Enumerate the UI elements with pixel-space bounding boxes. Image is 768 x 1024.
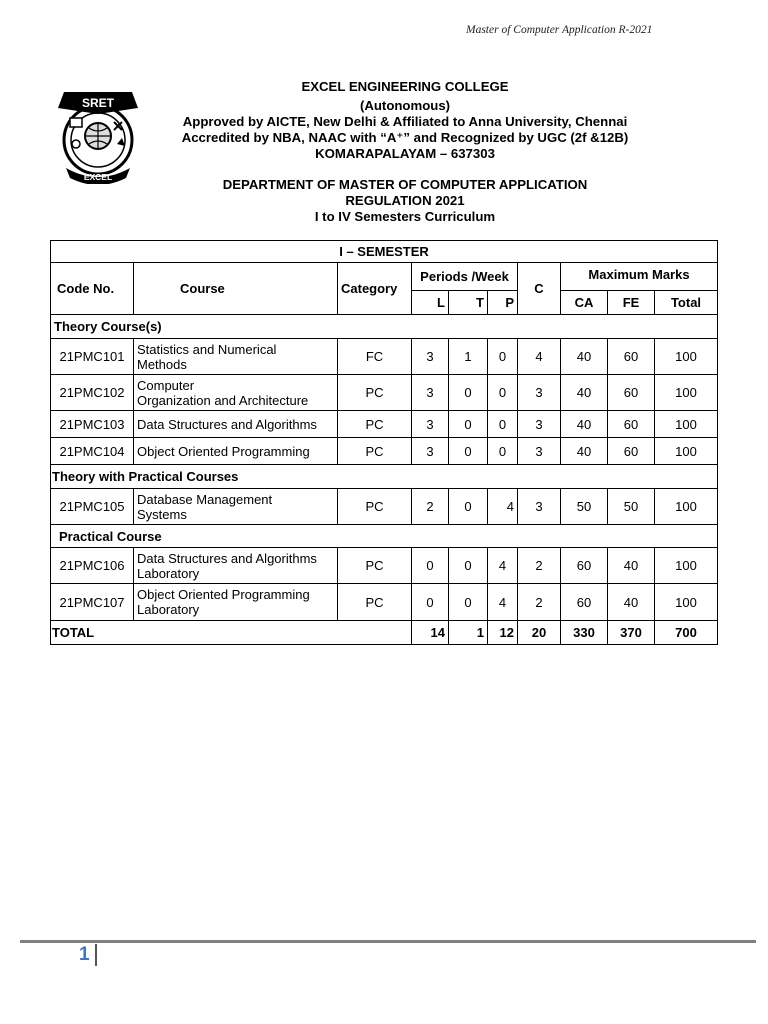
course-title-line1: Statistics and Numerical: [137, 341, 277, 357]
lecture: 2: [412, 489, 449, 525]
tutorial: 0: [449, 375, 488, 411]
table-row: [51, 411, 718, 438]
table-row: [51, 548, 718, 584]
table-row: [51, 438, 718, 465]
course-code: 21PMC106: [51, 548, 134, 584]
tutorial: 1: [449, 339, 488, 375]
ca-marks: 40: [561, 411, 608, 438]
total-marks: 100: [655, 411, 718, 438]
ca-marks: 40: [561, 438, 608, 465]
header-category: Category: [338, 263, 412, 315]
course-code: 21PMC101: [51, 339, 134, 375]
total-row: [51, 621, 718, 645]
total-marks: 100: [655, 339, 718, 375]
category: PC: [338, 411, 412, 438]
header-p: P: [488, 291, 518, 315]
course-title: [134, 584, 338, 621]
lecture: 3: [412, 411, 449, 438]
header-total: Total: [655, 291, 718, 315]
total-tutorial: 1: [449, 621, 488, 645]
total-marks: 100: [655, 584, 718, 621]
course-title: Data Structures and Algorithms: [134, 411, 338, 438]
total-credits: 20: [518, 621, 561, 645]
section-row: [51, 315, 718, 339]
total-marks-sum: 700: [655, 621, 718, 645]
course-title-line2: Laboratory: [137, 602, 200, 617]
running-head: Master of Computer Application R-2021: [466, 24, 653, 36]
semester-title: I – SEMESTER: [51, 241, 718, 263]
total-marks: 100: [655, 489, 718, 525]
fe-marks: 60: [608, 411, 655, 438]
department-title: DEPARTMENT OF MASTER OF COMPUTER APPLICATION: [222, 177, 588, 192]
practical: 0: [488, 411, 518, 438]
header-t: T: [449, 291, 488, 315]
college-name: EXCEL ENGINEERING COLLEGE: [301, 79, 509, 94]
logo-bottom-text: EXCEL: [83, 172, 113, 182]
college-logo: [52, 88, 144, 184]
category: PC: [338, 548, 412, 584]
course-title: [134, 375, 338, 411]
total-marks: 100: [655, 375, 718, 411]
tutorial: 0: [449, 584, 488, 621]
ca-marks: 40: [561, 339, 608, 375]
course-title-line2: Laboratory: [137, 565, 200, 581]
fe-marks: 60: [608, 375, 655, 411]
approval-line: Approved by AICTE, New Delhi & Affiliated to Anna University, Chennai: [182, 114, 628, 129]
curriculum-title: I to IV Semesters Curriculum: [314, 209, 496, 224]
header-l: L: [412, 291, 449, 315]
lecture: 3: [412, 375, 449, 411]
course-title: [134, 548, 338, 584]
section-row: [51, 465, 718, 489]
course-title: [134, 339, 338, 375]
fe-marks: 40: [608, 548, 655, 584]
total-lecture: 14: [412, 621, 449, 645]
course-title: Object Oriented Programming: [134, 438, 338, 465]
course-code: 21PMC104: [51, 438, 134, 465]
page-number-bar: [95, 944, 97, 966]
credits: 2: [518, 548, 561, 584]
section-theory-practical: Theory with Practical Courses: [51, 465, 718, 489]
tutorial: 0: [449, 548, 488, 584]
header-code: Code No.: [51, 263, 134, 315]
category: PC: [338, 375, 412, 411]
credits: 2: [518, 584, 561, 621]
fe-marks: 60: [608, 339, 655, 375]
fe-marks: 50: [608, 489, 655, 525]
header-max-marks: Maximum Marks: [561, 263, 718, 291]
course-title-line2: Organization and Architecture: [137, 392, 309, 408]
lecture: 0: [412, 548, 449, 584]
header-periods: Periods /Week: [412, 263, 518, 291]
table-row: [51, 584, 718, 621]
fe-marks: 40: [608, 584, 655, 621]
practical: 4: [488, 548, 518, 584]
practical: 0: [488, 339, 518, 375]
ca-marks: 60: [561, 584, 608, 621]
lecture: 3: [412, 339, 449, 375]
lecture: 3: [412, 438, 449, 465]
total-practical: 12: [488, 621, 518, 645]
section-practical: Practical Course: [51, 525, 718, 548]
course-code: 21PMC103: [51, 411, 134, 438]
total-fe: 370: [608, 621, 655, 645]
table-row: [51, 489, 718, 525]
practical: 0: [488, 438, 518, 465]
curriculum-table: [50, 240, 718, 645]
table-row: [51, 339, 718, 375]
course-code: 21PMC105: [51, 489, 134, 525]
ca-marks: 50: [561, 489, 608, 525]
place-line: KOMARAPALAYAM – 637303: [315, 146, 495, 161]
header-ca: CA: [561, 291, 608, 315]
credits: 4: [518, 339, 561, 375]
course-title-line2: Systems: [137, 506, 187, 522]
category: FC: [338, 339, 412, 375]
total-marks: 100: [655, 548, 718, 584]
accreditation-line: Accredited by NBA, NAAC with “A⁺” and Recognized by UGC (2f &12B): [181, 130, 629, 145]
credits: 3: [518, 489, 561, 525]
logo-top-text: SRET: [81, 96, 115, 110]
category: PC: [338, 584, 412, 621]
table-row: [51, 375, 718, 411]
header-fe: FE: [608, 291, 655, 315]
fe-marks: 60: [608, 438, 655, 465]
course-code: 21PMC102: [51, 375, 134, 411]
course-title-line1: Data Structures and Algorithms: [137, 550, 317, 566]
tutorial: 0: [449, 438, 488, 465]
autonomous-label: (Autonomous): [359, 98, 451, 113]
course-title: [134, 489, 338, 525]
ca-marks: 60: [561, 548, 608, 584]
tutorial: 0: [449, 411, 488, 438]
practical: 0: [488, 375, 518, 411]
credits: 3: [518, 438, 561, 465]
semester-row: [51, 241, 718, 263]
ca-marks: 40: [561, 375, 608, 411]
total-marks: 100: [655, 438, 718, 465]
course-code: 21PMC107: [51, 584, 134, 621]
section-row: [51, 525, 718, 548]
header-course: Course: [134, 263, 338, 315]
regulation-title: REGULATION 2021: [345, 193, 465, 208]
credits: 3: [518, 375, 561, 411]
page-number: 1: [79, 944, 90, 965]
total-ca: 330: [561, 621, 608, 645]
course-title-line2: Methods: [137, 356, 187, 372]
total-label: TOTAL: [51, 621, 412, 645]
practical: 4: [488, 489, 518, 525]
lecture: 0: [412, 584, 449, 621]
header-credits: C: [518, 263, 561, 315]
header-row-1: [51, 263, 718, 291]
course-title-line1: Database Management: [137, 491, 273, 507]
course-title-line1: Computer: [137, 377, 195, 393]
course-title-line1: Object Oriented Programming: [137, 587, 310, 602]
tutorial: 0: [449, 489, 488, 525]
footer-divider: [20, 940, 756, 943]
category: PC: [338, 438, 412, 465]
category: PC: [338, 489, 412, 525]
credits: 3: [518, 411, 561, 438]
practical: 4: [488, 584, 518, 621]
section-theory: Theory Course(s): [51, 315, 718, 339]
